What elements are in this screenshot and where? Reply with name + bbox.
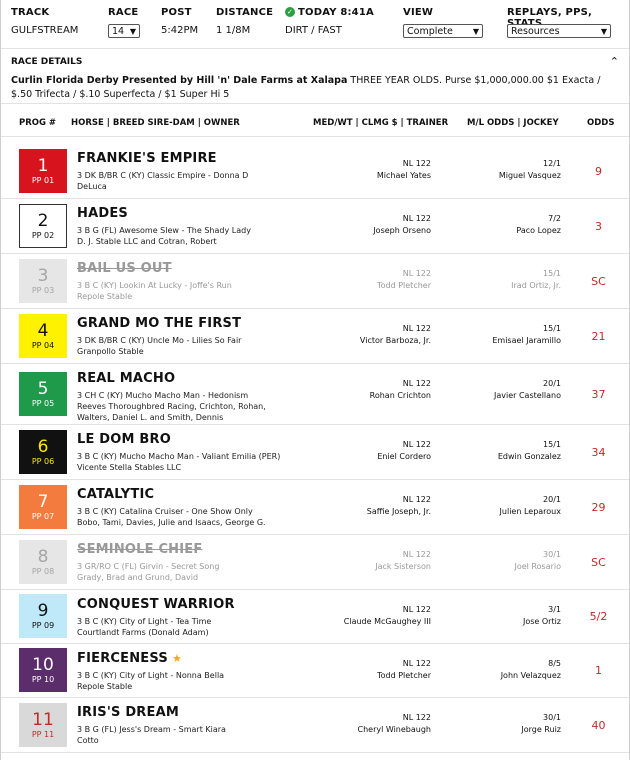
program-number-badge (19, 204, 67, 248)
program-number: 11 (32, 709, 54, 730)
entry-row[interactable] (1, 253, 629, 309)
post-position: PP 11 (31, 729, 55, 739)
program-number-badge (19, 372, 67, 416)
program-number: 8 (37, 546, 49, 567)
horse-name-wrap[interactable] (77, 487, 154, 502)
col-odds: ODDS (587, 118, 615, 128)
race-description (11, 74, 619, 102)
current-odds: 5/2 (589, 610, 608, 623)
program-number-badge (19, 259, 67, 303)
entry-row[interactable] (1, 308, 629, 364)
breed-sire-dam: 3 B G (FL) Jess's Dream - Smart Kiara (77, 725, 226, 734)
jockey[interactable]: Emisael Jaramillo (492, 336, 561, 345)
post-position: PP 03 (31, 285, 55, 295)
breed-sire-dam: 3 B C (KY) Mucho Macho Man - Valiant Emilia (PER) (77, 452, 281, 461)
owner: Repole Stable (77, 292, 133, 301)
program-number: 1 (37, 155, 49, 176)
race-select-value: 14 (112, 26, 125, 37)
program-number: 6 (37, 436, 49, 457)
track-value: GULFSTREAM (11, 25, 79, 36)
entry-row[interactable] (1, 643, 629, 698)
horse-name[interactable]: SEMINOLE CHIEF (77, 542, 203, 557)
breed-sire-dam: 3 B C (KY) City of Light - Tea Time (77, 617, 212, 626)
current-odds: 37 (591, 387, 606, 401)
morning-line-odds: 12/1 (543, 159, 561, 168)
owner: Reeves Thoroughbred Racing, Crichton, Rohan, (77, 402, 266, 411)
program-number: 7 (37, 491, 49, 512)
horse-name-wrap[interactable] (77, 261, 172, 276)
med-weight: NL 122 (402, 440, 431, 449)
owner: Repole Stable (77, 682, 133, 691)
entry-row[interactable] (1, 479, 629, 535)
breed-sire-dam: 3 B C (KY) City of Light - Nonna Bella (77, 671, 225, 680)
owner: DeLuca (77, 182, 107, 191)
race-details-label: RACE DETAILS (11, 57, 83, 67)
post-position: PP 07 (31, 511, 55, 521)
program-number-badge (19, 703, 67, 747)
view-select-value: Complete (407, 26, 453, 37)
horse-name-wrap[interactable] (77, 597, 235, 612)
current-odds: SC (591, 274, 606, 288)
track-label: TRACK (11, 7, 50, 18)
post-position: PP 02 (31, 230, 55, 240)
resources-select[interactable] (507, 24, 611, 38)
chevron-down-icon: ▼ (600, 27, 607, 36)
med-weight: NL 122 (402, 713, 431, 722)
owner: Granpollo Stable (77, 347, 144, 356)
program-number: 10 (32, 655, 54, 675)
entry-row[interactable] (1, 198, 629, 254)
horse-name-wrap[interactable] (77, 151, 217, 166)
view-select[interactable] (403, 24, 483, 38)
current-odds: 21 (591, 329, 606, 343)
trainer[interactable]: Jack Sisterson (375, 562, 431, 571)
program-number-badge (19, 430, 67, 474)
program-number-badge (19, 540, 67, 584)
morning-line-odds: 15/1 (543, 440, 561, 449)
trainer[interactable]: Eniel Cordero (377, 452, 431, 461)
morning-line-odds: 15/1 (543, 324, 561, 333)
morning-line-odds: 20/1 (543, 495, 561, 504)
current-odds: 34 (591, 445, 606, 459)
jockey[interactable]: Edwin Gonzalez (497, 452, 561, 461)
owner: D. J. Stable LLC and Cotran, Robert (77, 237, 217, 246)
jockey[interactable]: Joel Rosario (514, 562, 561, 571)
horse-name-wrap[interactable] (77, 371, 175, 386)
jockey[interactable]: John Velazquez (500, 671, 561, 680)
breed-sire-dam: 3 B G (FL) Awesome Slew - The Shady Lady (77, 226, 251, 235)
col-med: MED/WT | CLMG $ | TRAINER (313, 118, 449, 128)
check-circle-icon: ✓ (286, 8, 294, 16)
trainer[interactable]: Cheryl Winebaugh (357, 725, 431, 734)
trainer[interactable]: Todd Pletcher (377, 281, 431, 290)
horse-name[interactable]: FRANKIE'S EMPIRE (77, 151, 217, 166)
today-status (285, 7, 374, 18)
entry-row[interactable] (1, 697, 629, 753)
owner: Vicente Stella Stables LLC (77, 463, 182, 472)
today-label: TODAY 8:41A (298, 7, 374, 18)
morning-line-odds: 15/1 (543, 269, 561, 278)
horse-name[interactable]: IRIS'S DREAM (77, 705, 179, 720)
horse-name[interactable]: LE DOM BRO (77, 432, 171, 447)
program-number: 3 (37, 265, 49, 286)
star-icon: ★ (171, 652, 182, 665)
program-number-badge (19, 149, 67, 193)
breed-sire-dam: 3 B C (KY) Lookin At Lucky - Joffe's Run (77, 281, 232, 290)
distance-label: DISTANCE (216, 7, 274, 18)
entry-row[interactable] (1, 424, 629, 480)
horse-name-wrap[interactable] (77, 206, 128, 221)
post-position: PP 10 (31, 675, 55, 684)
breed-sire-dam: 3 GR/RO C (FL) Girvin - Secret Song (77, 562, 220, 571)
trainer[interactable]: Saffie Joseph, Jr. (366, 507, 431, 516)
entry-row[interactable] (1, 589, 629, 644)
post-position: PP 05 (31, 398, 55, 408)
breed-sire-dam: 3 DK B/BR C (KY) Classic Empire - Donna D (77, 171, 249, 180)
jockey[interactable]: Jorge Ruiz (521, 725, 561, 734)
col-ml: M/L ODDS | JOCKEY (467, 118, 559, 128)
owner-continued: Walters, Daniel L. and Smith, Dennis (77, 413, 224, 422)
jockey[interactable]: Miguel Vasquez (498, 171, 561, 180)
horse-name-wrap[interactable] (77, 432, 171, 447)
race-header (1, 0, 629, 49)
program-number-badge (19, 594, 67, 638)
program-number: 9 (37, 601, 49, 621)
race-select[interactable] (108, 24, 140, 38)
jockey[interactable]: Julien Leparoux (499, 507, 561, 516)
entry-row[interactable] (1, 143, 629, 199)
chevron-down-icon: ▼ (129, 27, 136, 36)
owner: Courtlandt Farms (Donald Adam) (77, 628, 209, 637)
program-number-badge (19, 485, 67, 529)
view-label: VIEW (403, 7, 434, 18)
chevron-down-icon: ▼ (472, 27, 479, 36)
jockey[interactable]: Javier Castellano (494, 391, 561, 400)
trainer[interactable]: Joseph Orseno (373, 226, 431, 235)
race-conditions: THREE YEAR OLDS. Purse $1,000,000.00 $1 Exacta / $.50 Trifecta / $.10 Superfecta / $1 Super Hi 5 (11, 75, 601, 100)
breed-sire-dam: 3 CH C (KY) Mucho Macho Man - Hedonism (77, 391, 249, 400)
med-weight: NL 122 (402, 495, 431, 504)
replays-label: REPLAYS, PPS, (507, 7, 592, 18)
current-odds: SC (591, 555, 606, 569)
horse-name-wrap[interactable] (77, 651, 182, 666)
race-name: Curlin Florida Derby Presented by Hill 'n' Dale Farms at Xalapa (11, 75, 348, 86)
morning-line-odds: 30/1 (543, 550, 561, 559)
chevron-up-icon[interactable]: ⌃ (609, 55, 619, 68)
program-number: 5 (37, 378, 49, 399)
current-odds: 1 (595, 664, 602, 677)
jockey[interactable]: Paco Lopez (516, 226, 561, 235)
horse-name-wrap[interactable] (77, 316, 241, 331)
med-weight: NL 122 (402, 324, 431, 333)
horse-name[interactable]: REAL MACHO (77, 371, 176, 386)
current-odds: 3 (595, 219, 602, 233)
morning-line-odds: 30/1 (543, 713, 561, 722)
program-number-badge (19, 648, 67, 692)
horse-name[interactable]: GRAND MO THE FIRST (77, 316, 242, 331)
resources-select-value: Resources (511, 26, 560, 37)
race-label: RACE (108, 7, 139, 18)
med-weight: NL 122 (402, 159, 431, 168)
morning-line-odds: 3/1 (548, 605, 561, 614)
horse-name[interactable]: FIERCENESS (77, 651, 168, 666)
jockey[interactable]: Jose Ortiz (522, 617, 561, 626)
med-weight: NL 122 (402, 214, 431, 223)
col-prog: PROG # (19, 118, 57, 128)
med-weight: NL 122 (402, 269, 431, 278)
med-weight: NL 122 (402, 379, 431, 388)
current-odds: 9 (595, 164, 602, 178)
col-horse: HORSE | BREED SIRE-DAM | OWNER (71, 118, 240, 128)
med-weight: NL 122 (402, 605, 431, 614)
program-number: 4 (37, 320, 49, 341)
post-position: PP 04 (31, 340, 55, 350)
post-position: PP 09 (31, 621, 55, 630)
breed-sire-dam: 3 B C (KY) Catalina Cruiser - One Show Only (77, 507, 253, 516)
program-number: 2 (37, 210, 49, 231)
distance-value: 1 1/8M (216, 25, 251, 36)
surface-value: DIRT / FAST (285, 25, 342, 36)
horse-name[interactable]: CONQUEST WARRIOR (77, 597, 235, 612)
entry-row[interactable] (1, 363, 629, 425)
post-value: 5:42PM (161, 25, 199, 36)
owner: Grady, Brad and Grund, David (77, 573, 199, 582)
post-position: PP 06 (31, 456, 55, 466)
trainer[interactable]: Michael Yates (376, 171, 431, 180)
owner: Cotto (77, 736, 99, 745)
horse-name-wrap[interactable] (77, 542, 202, 557)
entry-row[interactable] (1, 534, 629, 590)
owner: Bobo, Tami, Davies, Julie and Isaacs, George G. (77, 518, 266, 527)
jockey[interactable]: Irad Ortiz, Jr. (511, 281, 561, 290)
current-odds: 29 (591, 500, 606, 514)
horse-name[interactable]: BAIL US OUT (77, 261, 172, 276)
current-odds: 40 (591, 718, 606, 732)
column-headers (1, 104, 629, 137)
trainer[interactable]: Rohan Crichton (369, 391, 431, 400)
breed-sire-dam: 3 DK B/BR C (KY) Uncle Mo - Lilies So Fair (77, 336, 242, 345)
trainer[interactable]: Todd Pletcher (377, 671, 431, 680)
race-details (1, 49, 629, 104)
trainer[interactable]: Claude McGaughey III (343, 617, 431, 626)
post-label: POST (161, 7, 192, 18)
post-position: PP 08 (31, 566, 55, 576)
med-weight: NL 122 (402, 659, 431, 668)
program-number-badge (19, 314, 67, 358)
horse-name[interactable]: HADES (77, 206, 128, 221)
morning-line-odds: 20/1 (543, 379, 561, 388)
post-position: PP 01 (31, 175, 55, 185)
horse-name[interactable]: CATALYTIC (77, 487, 155, 502)
morning-line-odds: 8/5 (548, 659, 561, 668)
med-weight: NL 122 (402, 550, 431, 559)
trainer[interactable]: Victor Barboza, Jr. (359, 336, 431, 345)
morning-line-odds: 7/2 (548, 214, 561, 223)
horse-name-wrap[interactable] (77, 705, 179, 720)
